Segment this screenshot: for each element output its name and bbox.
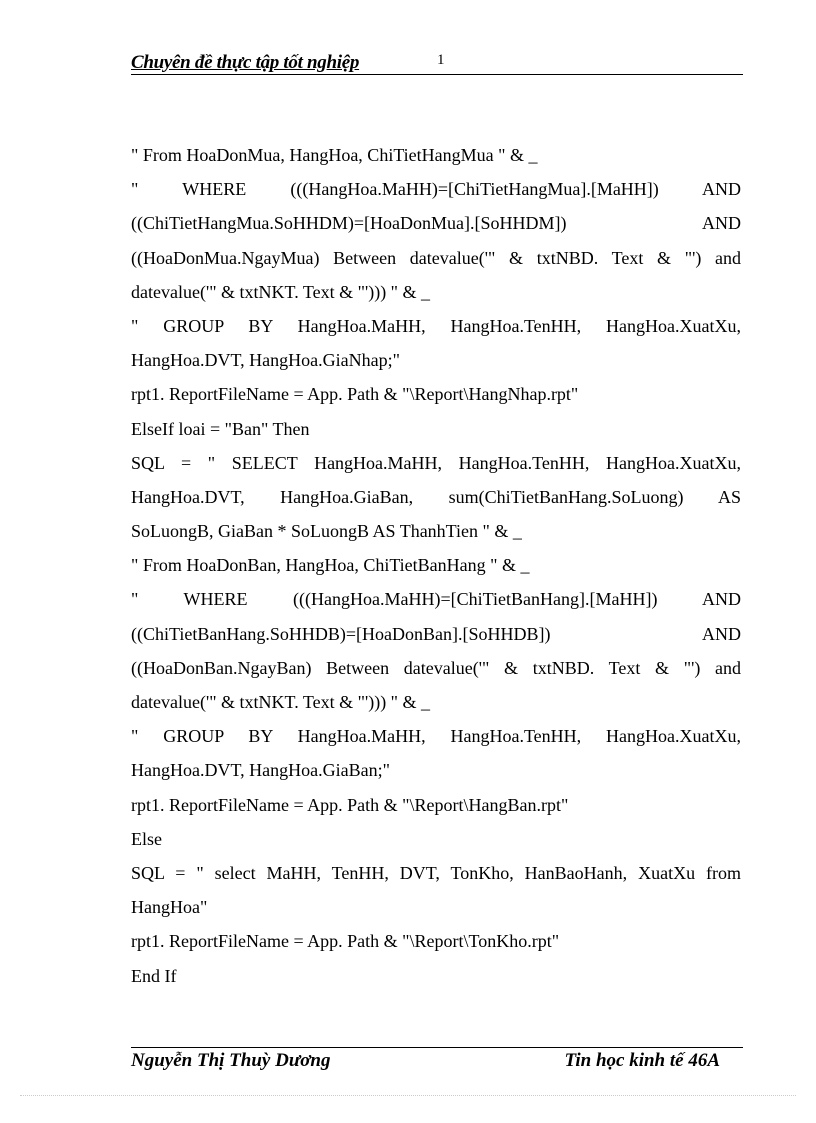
- code-line: SQL = " select MaHH, TenHH, DVT, TonKho, HanBaoHanh, XuatXu from: [131, 862, 741, 883]
- code-line: ((HoaDonMua.NgayMua) Between datevalue('" & txtNBD. Text & "') and: [131, 247, 741, 268]
- code-line: rpt1. ReportFileName = App. Path & "\Report\TonKho.rpt": [131, 931, 560, 952]
- code-line: " From HoaDonBan, HangHoa, ChiTietBanHang " & _: [131, 555, 530, 576]
- code-line: ElseIf loai = "Ban" Then: [131, 418, 310, 439]
- code-line: datevalue('" & txtNKT. Text & "'))) " & _: [131, 281, 431, 302]
- page-header: [131, 52, 743, 75]
- code-line: " WHERE (((HangHoa.MaHH)=[ChiTietHangMua].[MaHH]) AND: [131, 179, 741, 200]
- code-line: datevalue('" & txtNKT. Text & "'))) " & _: [131, 692, 431, 712]
- code-line: " GROUP BY HangHoa.MaHH, HangHoa.TenHH, HangHoa.XuatXu,: [131, 726, 741, 747]
- code-line: HangHoa.DVT, HangHoa.GiaNhap;": [131, 350, 400, 371]
- code-line: HangHoa.DVT, HangHoa.GiaBan;": [131, 760, 390, 781]
- code-line: Else: [131, 828, 162, 849]
- code-line: ((ChiTietBanHang.SoHHDB)=[HoaDonBan].[SoHHDB]) AND: [131, 623, 741, 644]
- code-listing: [131, 138, 741, 993]
- code-line: ((HoaDonBan.NgayBan) Between datevalue('" & txtNBD. Text & "') and: [131, 657, 741, 678]
- code-line: " From HoaDonMua, HangHoa, ChiTietHangMua " & _: [131, 145, 538, 165]
- code-line: HangHoa": [131, 897, 208, 918]
- code-line: SQL = " SELECT HangHoa.MaHH, HangHoa.TenHH, HangHoa.XuatXu,: [131, 452, 741, 473]
- page-footer: [131, 1047, 743, 1078]
- header-title: Chuyên đề thực tập tốt nghiệp: [131, 52, 360, 73]
- code-line: " WHERE (((HangHoa.MaHH)=[ChiTietBanHang].[MaHH]) AND: [131, 589, 741, 610]
- code-line: rpt1. ReportFileName = App. Path & "\Report\HangBan.rpt": [131, 794, 569, 815]
- page-number: 1: [437, 52, 445, 68]
- code-line: End If: [131, 965, 177, 986]
- code-line: HangHoa.DVT, HangHoa.GiaBan, sum(ChiTietBanHang.SoLuong) AS: [131, 486, 741, 507]
- page-edge-divider: [20, 1095, 796, 1096]
- footer-author: Nguyễn Thị Thuỳ Dương: [131, 1050, 331, 1071]
- footer-class: Tin học kinh tế 46A: [564, 1050, 720, 1071]
- code-line: ((ChiTietHangMua.SoHHDM)=[HoaDonMua].[SoHHDM]) AND: [131, 213, 741, 234]
- code-line: " GROUP BY HangHoa.MaHH, HangHoa.TenHH, HangHoa.XuatXu,: [131, 315, 741, 336]
- code-line: SoLuongB, GiaBan * SoLuongB AS ThanhTien " & _: [131, 521, 522, 542]
- code-line: rpt1. ReportFileName = App. Path & "\Report\HangNhap.rpt": [131, 384, 579, 405]
